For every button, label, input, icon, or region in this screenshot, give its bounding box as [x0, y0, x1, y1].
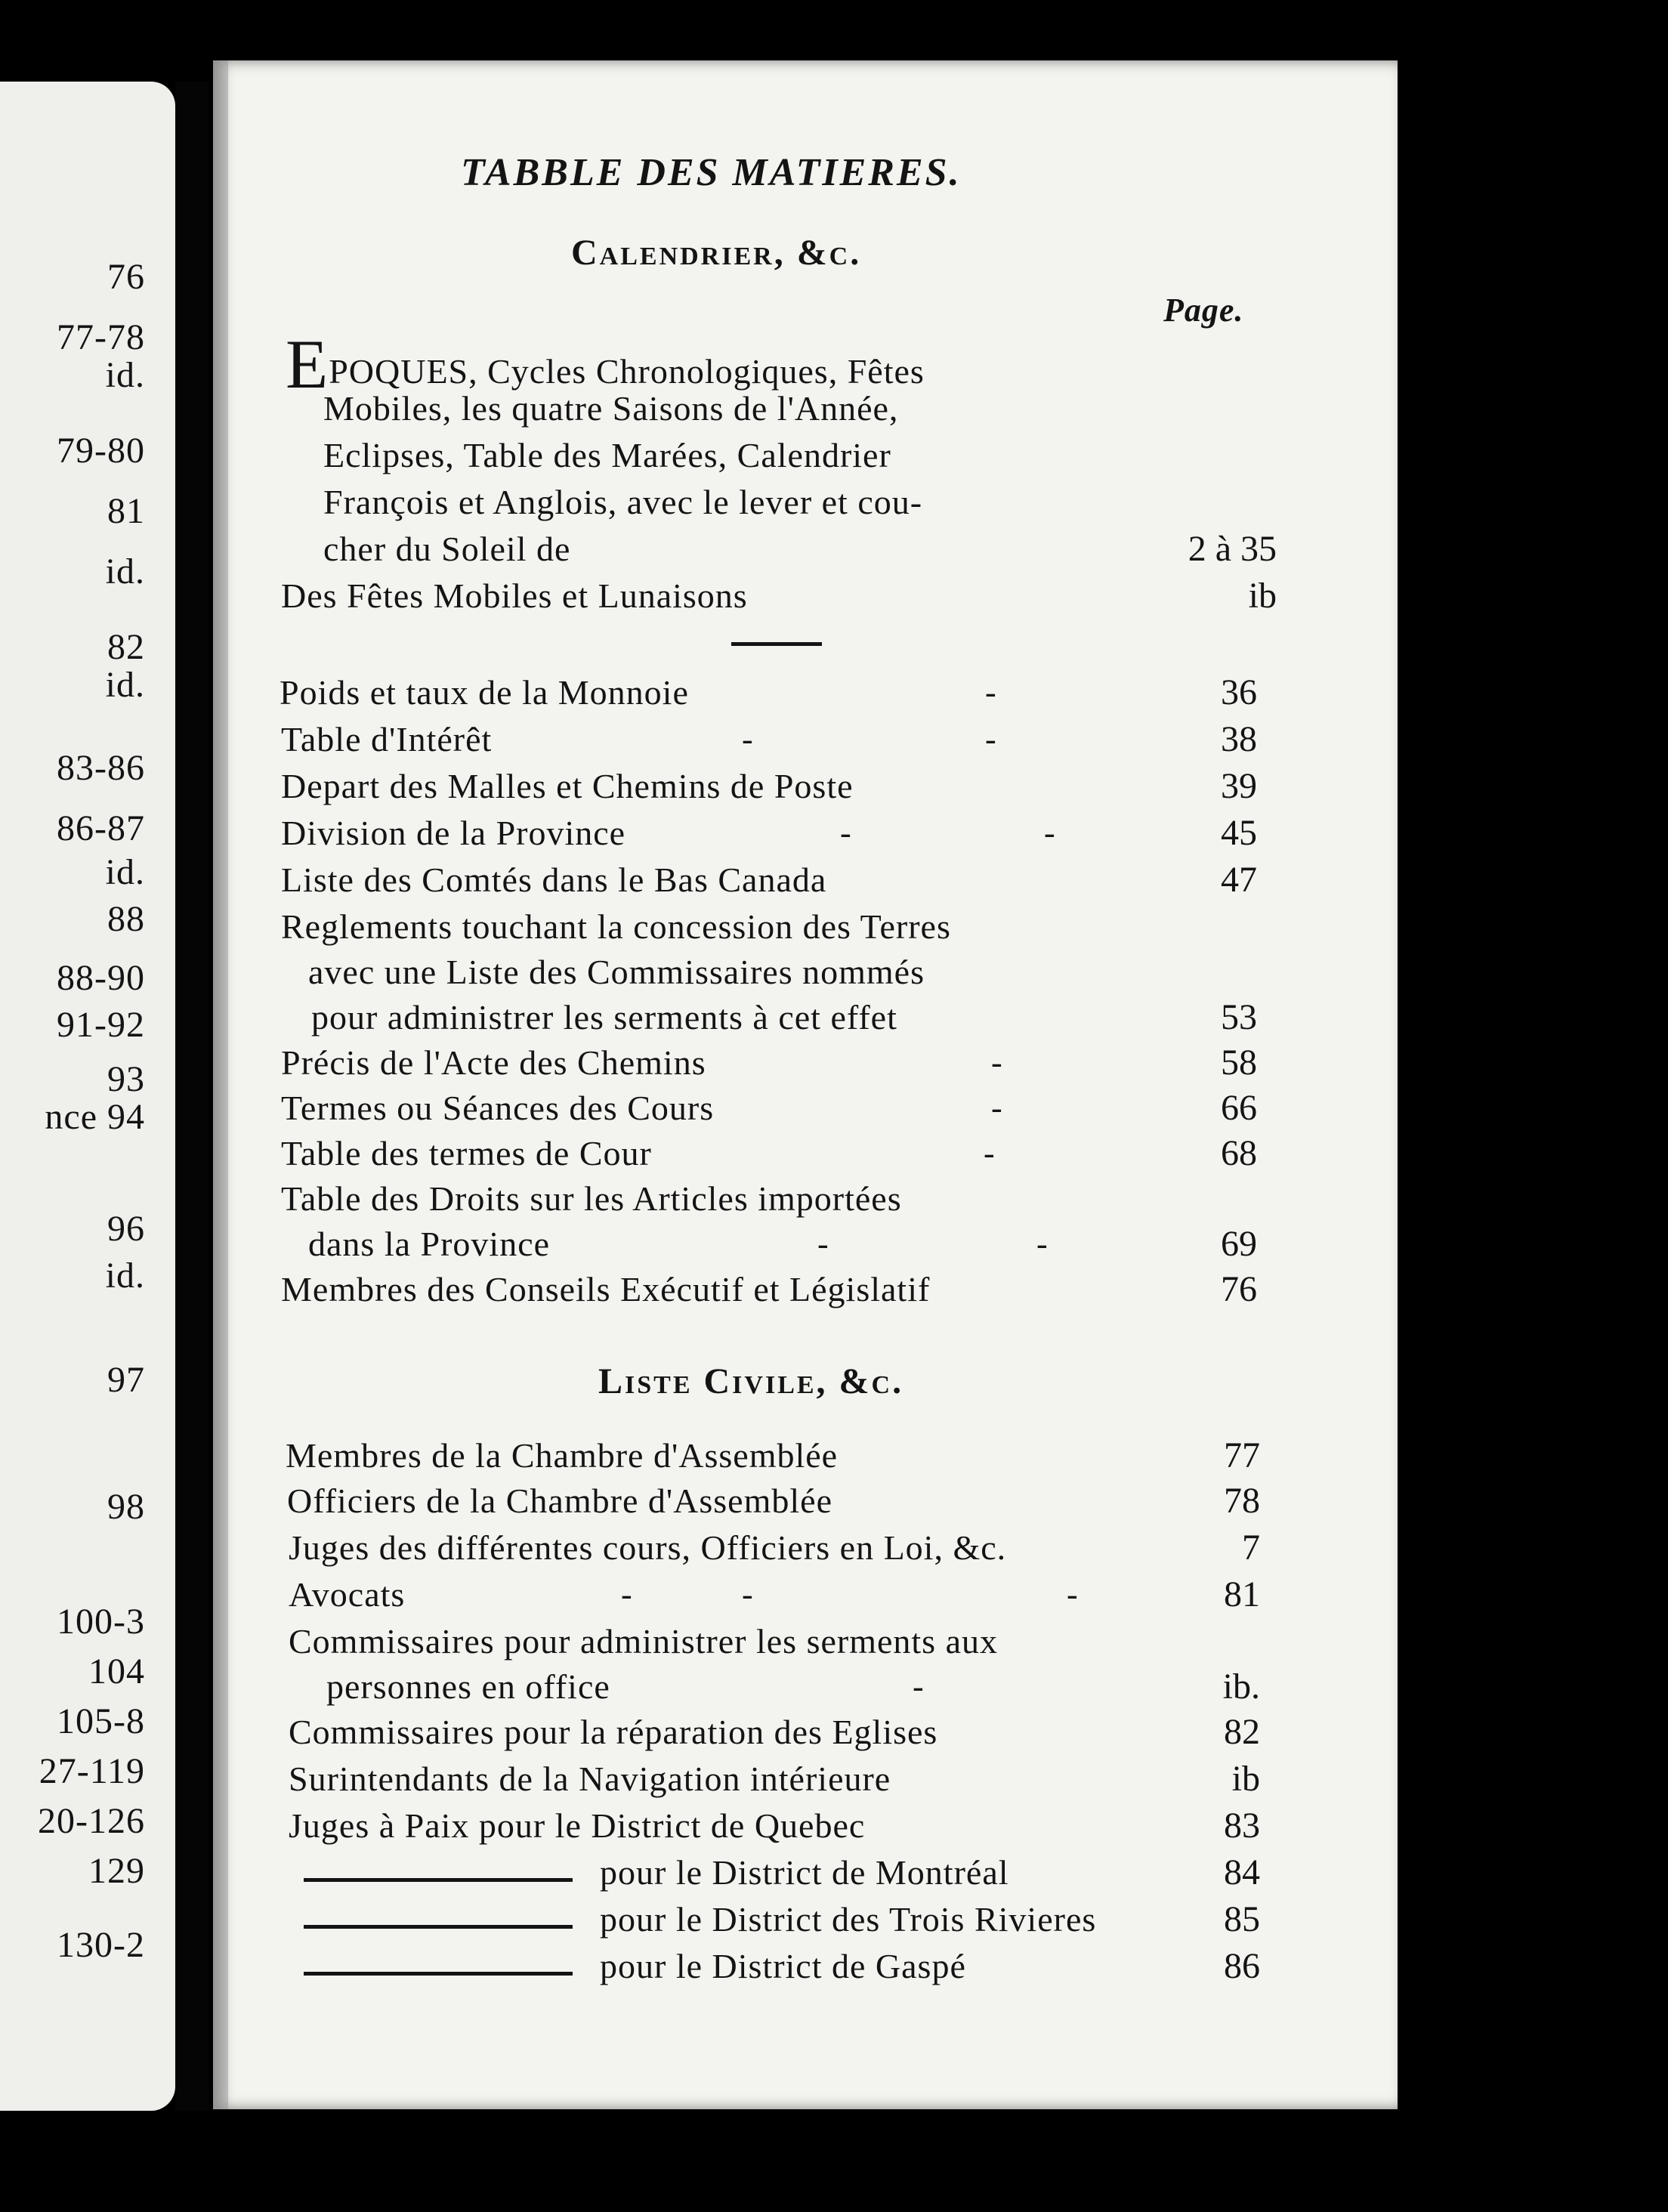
left-page-number: 105-8: [57, 1701, 145, 1741]
toc-page-number: 85: [1224, 1899, 1260, 1939]
toc-page-number: 78: [1224, 1481, 1260, 1521]
toc-entry: dans la Province: [308, 1225, 551, 1263]
page-fold-shadow: [213, 60, 228, 2109]
toc-page-number: 53: [1221, 997, 1257, 1037]
toc-entry: Liste des Comtés dans le Bas Canada: [281, 860, 827, 899]
dash-leader: -: [621, 1576, 632, 1613]
toc-entry-epoques-line3: Eclipses, Table des Marées, Calendrier: [323, 436, 891, 474]
section-heading-calendrier: Calendrier, &c.: [571, 233, 862, 273]
section-heading-liste-civile: Liste Civile, &c.: [598, 1361, 904, 1401]
toc-entry: Avocats: [289, 1575, 406, 1614]
toc-entry: Surintendants de la Navigation intérieure: [289, 1759, 891, 1798]
dash-leader: -: [742, 721, 753, 758]
left-page: [0, 82, 175, 2111]
toc-entry-epoques-line2: Mobiles, les quatre Saisons de l'Année,: [323, 389, 899, 428]
toc-entry-epoques-line4: François et Anglois, avec le lever et cou-: [323, 483, 923, 521]
left-page-number: 79-80: [57, 431, 145, 471]
dash-leader: -: [984, 1135, 995, 1172]
left-page-number: 100-3: [57, 1602, 145, 1642]
left-page-number: 27-119: [39, 1751, 145, 1791]
toc-entry: Table des Droits sur les Articles importées: [281, 1179, 902, 1218]
left-page-number: id.: [105, 355, 145, 395]
toc-page-number: ib: [1231, 1759, 1260, 1799]
toc-entry: Reglements touchant la concession des Terres: [281, 907, 951, 946]
toc-entry: avec une Liste des Commissaires nommés: [308, 953, 925, 991]
left-page-number: 104: [88, 1651, 145, 1691]
toc-page-number: 66: [1221, 1088, 1257, 1128]
toc-entry-epoques-line1: [286, 326, 925, 403]
toc-entry: Membres de la Chambre d'Assemblée: [286, 1436, 839, 1475]
left-page-number: 20-126: [38, 1801, 145, 1841]
toc-entry: pour le District des Trois Rivieres: [600, 1900, 1097, 1939]
toc-page-epoques: 2 à 35: [1188, 529, 1277, 569]
toc-page-number: 81: [1224, 1574, 1260, 1614]
toc-page-number: 83: [1224, 1806, 1260, 1846]
toc-entry: Poids et taux de la Monnoie: [280, 673, 689, 712]
left-page-number: 86-87: [57, 808, 145, 848]
toc-page-number: 47: [1221, 860, 1257, 900]
left-page-number: 77-78: [57, 317, 145, 357]
left-page-number: id.: [105, 852, 145, 892]
left-page-number: id.: [105, 551, 145, 592]
toc-page-number: 68: [1221, 1133, 1257, 1173]
toc-page-number: 7: [1242, 1528, 1260, 1568]
dash-leader: -: [817, 1225, 829, 1262]
toc-entry: Table d'Intérêt: [281, 720, 493, 758]
toc-entry: Depart des Malles et Chemins de Poste: [281, 767, 854, 805]
toc-entry: pour administrer les serments à cet effet: [311, 998, 897, 1036]
ditto-leader-line: [304, 1925, 573, 1929]
book-gutter: [175, 82, 208, 2111]
left-page-number: id.: [105, 1256, 145, 1296]
page-column-header: Page.: [1163, 292, 1244, 329]
drop-cap: E: [286, 326, 329, 403]
left-page-number: 97: [107, 1360, 145, 1400]
page-title: TABBLE DES MATIERES.: [461, 151, 962, 194]
left-page-number: 82: [107, 627, 145, 667]
toc-page-number: 76: [1221, 1269, 1257, 1309]
dash-leader: -: [1036, 1225, 1048, 1262]
ditto-leader-line: [304, 1878, 573, 1882]
dash-leader: -: [913, 1668, 924, 1705]
dash-leader: -: [991, 1089, 1002, 1126]
left-page-number: 93: [107, 1059, 145, 1099]
dash-leader: -: [1044, 814, 1055, 851]
left-page-number: 96: [107, 1209, 145, 1249]
toc-entry: Termes ou Séances des Cours: [281, 1089, 715, 1127]
toc-entry-text: POQUES, Cycles Chronologiques, Fêtes: [329, 352, 925, 391]
toc-entry: Membres des Conseils Exécutif et Législatif: [281, 1270, 931, 1308]
left-page-number: nce 94: [45, 1097, 145, 1137]
toc-entry: Table des termes de Cour: [281, 1134, 652, 1172]
toc-page-number: 77: [1224, 1435, 1260, 1475]
ditto-leader-line: [304, 1972, 573, 1976]
section-divider: [731, 642, 822, 646]
toc-entry: Commissaires pour la réparation des Eglises: [289, 1713, 938, 1751]
left-page-number: 130-2: [57, 1925, 145, 1965]
toc-page-number: ib.: [1222, 1667, 1260, 1707]
toc-entry: personnes en office: [326, 1667, 610, 1706]
toc-entry: Officiers de la Chambre d'Assemblée: [287, 1481, 832, 1520]
left-page-number: 91-92: [57, 1005, 145, 1045]
left-page-number: 98: [107, 1487, 145, 1527]
left-page-number: id.: [105, 665, 145, 705]
toc-page-number: 38: [1221, 719, 1257, 759]
table-of-contents-page: [213, 60, 1398, 2109]
toc-entry: Division de la Province: [281, 814, 626, 852]
dash-leader: -: [1067, 1576, 1078, 1613]
toc-entry: Juges à Paix pour le District de Quebec: [289, 1806, 866, 1845]
left-page-number: 88-90: [57, 958, 145, 998]
left-page-number: 129: [88, 1851, 145, 1891]
toc-page-number: 45: [1221, 813, 1257, 853]
dash-leader: -: [985, 674, 996, 711]
toc-page-number: 82: [1224, 1712, 1260, 1752]
toc-page-number: 86: [1224, 1946, 1260, 1986]
left-page-number: 88: [107, 899, 145, 939]
toc-entry-fetes: Des Fêtes Mobiles et Lunaisons: [281, 576, 748, 615]
toc-entry: Commissaires pour administrer les serments aux: [289, 1622, 999, 1661]
toc-page-number: 58: [1221, 1043, 1257, 1083]
toc-page-number: 39: [1221, 766, 1257, 806]
toc-page-number: 69: [1221, 1224, 1257, 1264]
toc-page-fetes: ib: [1248, 576, 1277, 616]
toc-entry-epoques-line5: cher du Soleil de: [323, 530, 571, 568]
dash-leader: -: [840, 814, 851, 851]
toc-entry: pour le District de Gaspé: [600, 1947, 966, 1985]
dash-leader: -: [742, 1576, 753, 1613]
toc-entry: Précis de l'Acte des Chemins: [281, 1043, 706, 1082]
toc-page-number: 84: [1224, 1852, 1260, 1892]
dash-leader: -: [985, 721, 996, 758]
toc-entry: Juges des différentes cours, Officiers en Loi, &c.: [289, 1528, 1007, 1567]
left-page-number: 76: [107, 257, 145, 297]
dash-leader: -: [991, 1044, 1002, 1081]
toc-entry: pour le District de Montréal: [600, 1853, 1009, 1892]
left-page-number: 81: [107, 491, 145, 531]
left-page-number: 83-86: [57, 748, 145, 788]
toc-page-number: 36: [1221, 672, 1257, 712]
